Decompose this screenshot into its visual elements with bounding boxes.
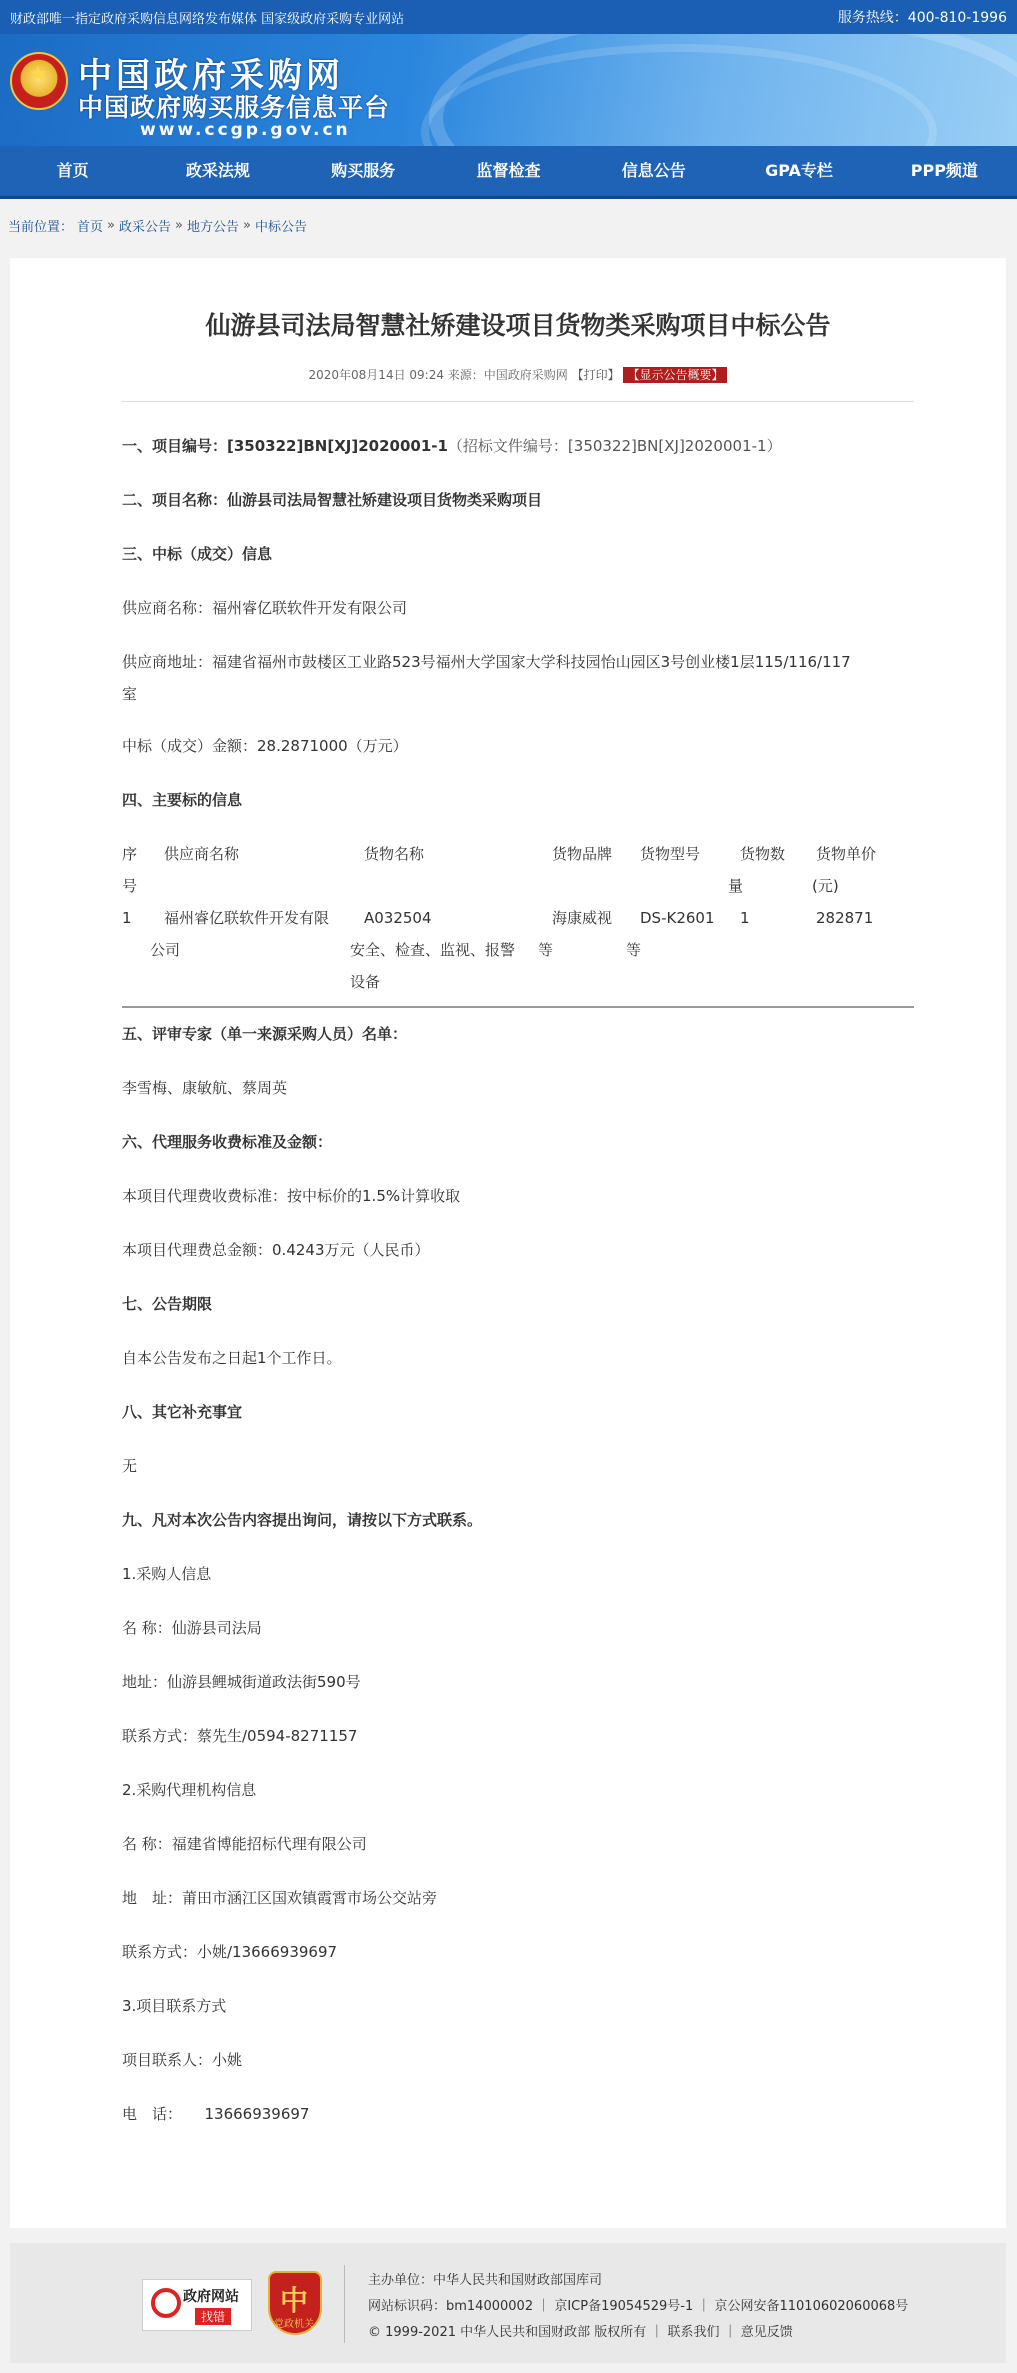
table-cell-brand: 等 xyxy=(538,941,554,959)
nav-home[interactable]: 首页 xyxy=(56,161,89,180)
breadcrumb-separator: » xyxy=(175,217,183,233)
print-link[interactable]: 【打印】 xyxy=(571,368,620,382)
table-cell-qty: 1 xyxy=(740,909,750,927)
table-header-supplier: 供应商名称 xyxy=(164,845,240,863)
table-header-model: 货物型号 xyxy=(640,845,701,863)
article-meta xyxy=(122,366,914,383)
footer-organizer: 主办单位：中华人民共和国财政部国库司 xyxy=(368,2273,603,2288)
purchaser-address: 地址：仙游县鲤城街道政法街590号 xyxy=(122,1673,361,1691)
breadcrumb-local-notices[interactable]: 地方公告 xyxy=(186,219,239,235)
project-contact-heading: 3.项目联系方式 xyxy=(122,1997,227,2015)
footer-registration: 网站标识码：bm14000002 ｜ 京ICP备19054529号-1 ｜ 京公网安备11010602060068号 xyxy=(368,2299,909,2314)
nav-ppp[interactable]: PPP频道 xyxy=(910,161,978,180)
other-matters: 无 xyxy=(122,1457,138,1475)
site-subtitle: 中国政府购买服务信息平台 xyxy=(78,93,391,122)
nav-purchase-services[interactable]: 购买服务 xyxy=(331,161,396,180)
show-summary-button[interactable]: 【显示公告概要】 xyxy=(623,367,727,383)
section-main-items: 四、主要标的信息 xyxy=(122,791,243,809)
section-experts: 五、评审专家（单一来源采购人员）名单： xyxy=(122,1025,408,1043)
nav-supervision[interactable]: 监督检查 xyxy=(476,161,541,180)
table-header-qty: 量 xyxy=(728,877,744,895)
breadcrumb-award-notices[interactable]: 中标公告 xyxy=(254,219,307,235)
section-notice-period: 七、公告期限 xyxy=(122,1295,213,1313)
magnifier-icon xyxy=(151,2288,181,2318)
site-url: www.ccgp.gov.cn xyxy=(140,120,351,140)
tender-doc-number: （招标文件编号：[350322]BN[XJ]2020001-1） xyxy=(447,437,782,455)
award-amount: 中标（成交）金额：28.2871000（万元） xyxy=(122,737,408,755)
supplier-name: 供应商名称：福州睿亿联软件开发有限公司 xyxy=(122,599,408,617)
table-cell-supplier: 公司 xyxy=(150,941,181,959)
table-cell-no: 1 xyxy=(122,909,132,927)
section-agency-fee: 六、代理服务收费标准及金额： xyxy=(122,1133,333,1151)
table-bottom-divider xyxy=(122,1006,914,1008)
supplier-address-line1: 供应商地址：福建省福州市鼓楼区工业路523号福州大学国家大学科技园怡山园区3号创业楼1层115/116/117 xyxy=(122,653,851,671)
fee-total: 本项目代理费总金额：0.4243万元（人民币） xyxy=(122,1241,430,1259)
breadcrumb-home[interactable]: 首页 xyxy=(77,219,104,235)
nav-announcements[interactable]: 信息公告 xyxy=(621,161,686,180)
article-date-source: 2020年08月14日 09:24 来源：中国政府采购网 xyxy=(308,368,568,382)
national-emblem-icon[interactable] xyxy=(10,52,68,110)
table-cell-brand: 海康威视 xyxy=(552,909,613,927)
table-cell-goods: A032504 xyxy=(364,909,432,927)
table-header-brand: 货物品牌 xyxy=(552,845,613,863)
site-footer xyxy=(10,2243,1006,2363)
project-number-value: [350322]BN[XJ]2020001-1 xyxy=(227,437,448,455)
breadcrumb xyxy=(0,201,1017,249)
purchaser-info-heading: 1.采购人信息 xyxy=(122,1565,212,1583)
breadcrumb-prefix: 当前位置： xyxy=(8,219,74,235)
table-header-no: 序 xyxy=(122,845,138,863)
section-other-matters: 八、其它补充事宜 xyxy=(122,1403,243,1421)
agency-name: 名 称：福建省博能招标代理有限公司 xyxy=(122,1835,367,1853)
section-award-info: 三、中标（成交）信息 xyxy=(122,545,273,563)
table-cell-model: DS-K2601 xyxy=(640,909,715,927)
project-number-label: 一、项目编号： xyxy=(122,437,228,455)
service-hotline: 服务热线：400-810-1996 xyxy=(837,10,1007,26)
report-error-label: 找错 xyxy=(195,2308,231,2325)
nav-regulations[interactable]: 政采法规 xyxy=(185,161,250,180)
article-card xyxy=(10,258,1006,2228)
section-project-number xyxy=(122,430,782,462)
table-header-price: 货物单价 xyxy=(816,845,877,863)
table-header-qty: 货物数 xyxy=(740,845,786,863)
site-banner xyxy=(0,34,1017,146)
table-header-price: (元) xyxy=(812,877,839,895)
agency-address: 地 址：莆田市涵江区国欢镇霞霄市场公交站旁 xyxy=(122,1889,438,1907)
agency-info-heading: 2.采购代理机构信息 xyxy=(122,1781,257,1799)
footer-divider xyxy=(344,2265,345,2343)
badge-glyph: 中 xyxy=(280,2284,309,2317)
experts-list: 李雪梅、康敏航、蔡周英 xyxy=(122,1079,288,1097)
table-header-goods: 货物名称 xyxy=(364,845,425,863)
gov-website-error-report-logo[interactable] xyxy=(142,2279,252,2331)
breadcrumb-separator: » xyxy=(243,217,251,233)
section-project-name: 二、项目名称：仙游县司法局智慧社矫建设项目货物类采购项目 xyxy=(122,491,543,509)
badge-text: 党政机关 xyxy=(274,2319,314,2330)
table-cell-goods: 安全、检查、监视、报警 xyxy=(350,941,516,959)
notice-period: 自本公告发布之日起1个工作日。 xyxy=(122,1349,342,1367)
gov-website-label: 政府网站 xyxy=(183,2289,239,2305)
breadcrumb-procurement-notices[interactable]: 政采公告 xyxy=(119,219,172,235)
top-bar-slogan: 财政部唯一指定政府采购信息网络发布媒体 国家级政府采购专业网站 xyxy=(10,11,405,27)
table-cell-model: 等 xyxy=(626,941,642,959)
party-gov-agency-badge-icon[interactable] xyxy=(268,2271,322,2335)
article-title: 仙游县司法局智慧社矫建设项目货物类采购项目中标公告 xyxy=(205,311,831,340)
project-contact-phone: 电 话： 13666939697 xyxy=(122,2105,310,2123)
breadcrumb-separator: » xyxy=(107,217,115,233)
purchaser-contact: 联系方式：蔡先生/0594-8271157 xyxy=(122,1727,358,1745)
table-header-no: 号 xyxy=(122,877,138,895)
section-contact: 九、凡对本次公告内容提出询问，请按以下方式联系。 xyxy=(122,1511,483,1529)
fee-standard: 本项目代理费收费标准：按中标价的1.5%计算收取 xyxy=(122,1187,461,1205)
supplier-address-line2: 室 xyxy=(122,685,138,703)
table-cell-price: 282871 xyxy=(816,909,874,927)
table-cell-goods: 设备 xyxy=(350,973,381,991)
main-nav xyxy=(0,146,1017,199)
top-bar xyxy=(0,0,1017,34)
table-cell-supplier: 福州睿亿联软件开发有限 xyxy=(164,909,330,927)
nav-gpa[interactable]: GPA专栏 xyxy=(765,161,833,180)
purchaser-name: 名 称：仙游县司法局 xyxy=(122,1619,262,1637)
agency-contact: 联系方式：小姚/13666939697 xyxy=(122,1943,338,1961)
footer-copyright: © 1999-2021 中华人民共和国财政部 版权所有 ｜ 联系我们 ｜ 意见反馈 xyxy=(368,2325,793,2340)
project-contact-person: 项目联系人：小姚 xyxy=(122,2051,243,2069)
site-title[interactable]: 中国政府采购网 xyxy=(78,56,344,96)
title-divider xyxy=(122,401,914,402)
